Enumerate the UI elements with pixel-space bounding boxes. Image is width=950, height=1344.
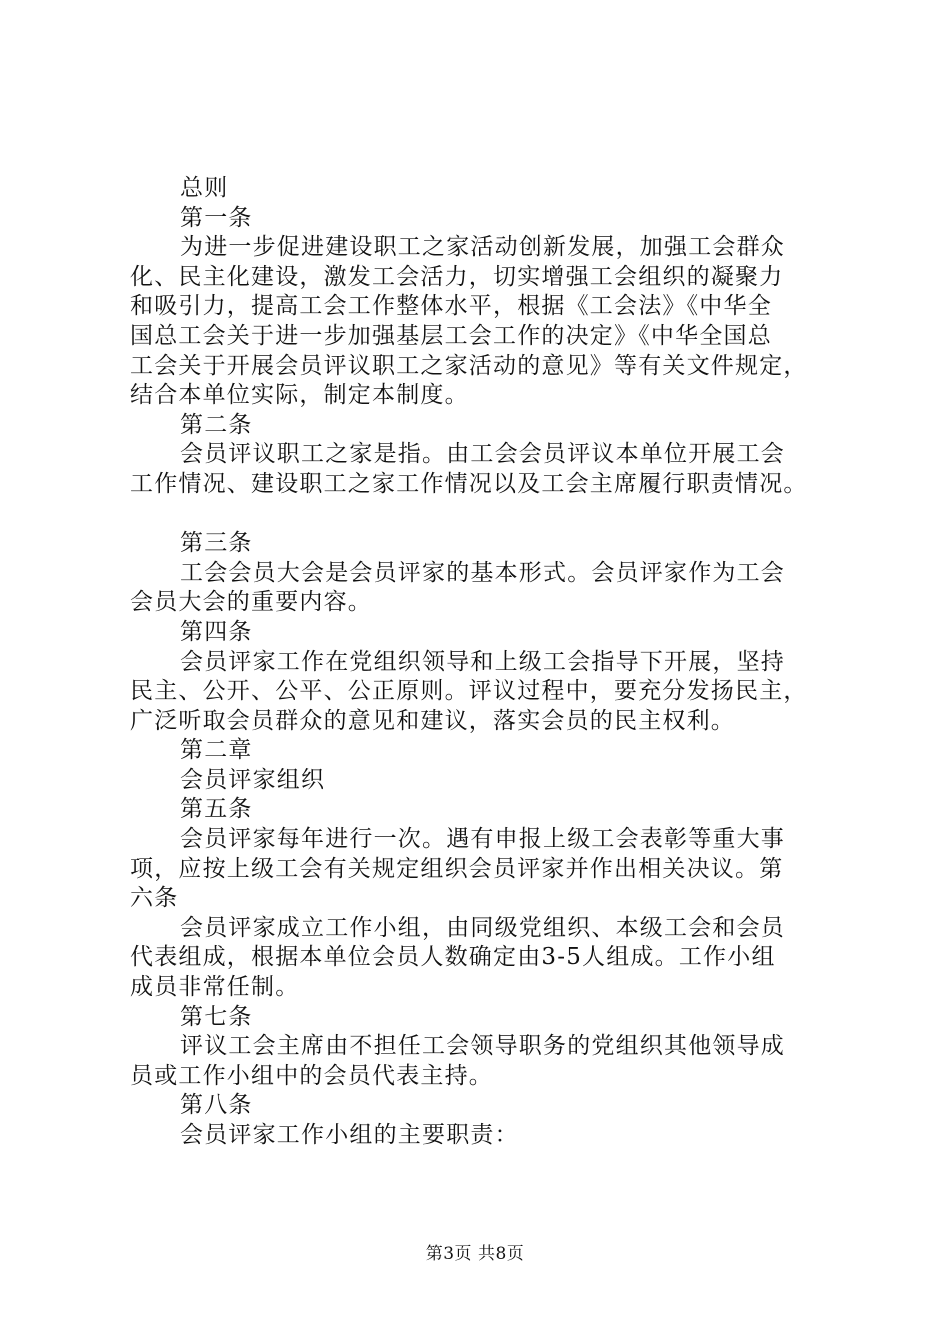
paragraph-line: 员或工作小组中的会员代表主持。	[130, 1062, 493, 1089]
paragraph-line: 会员评家工作小组的主要职责：	[180, 1122, 519, 1148]
chapter-heading: 第二章	[180, 737, 253, 764]
article-heading: 第四条	[180, 618, 253, 645]
chapter-title: 会员评家组织	[180, 766, 326, 793]
paragraph-line: 和吸引力，提高工会工作整体水平，根据《工会法》《中华全	[130, 293, 772, 320]
paragraph-line: 民主、公开、公平、公正原则。评议过程中，要充分发扬民主，	[130, 678, 808, 705]
paragraph-line: 会员评议职工之家是指。由工会会员评议本单位开展工会	[180, 441, 785, 468]
article-heading: 第八条	[180, 1092, 253, 1119]
paragraph-line: 六条	[130, 885, 179, 912]
article-heading: 第三条	[180, 530, 253, 557]
paragraph-line: 工会会员大会是会员评家的基本形式。会员评家作为工会	[180, 559, 785, 586]
article-heading: 第七条	[180, 1003, 253, 1030]
document-body	[130, 174, 850, 1151]
paragraph-line: 化、民主化建设，激发工会活力，切实增强工会组织的凝聚力	[130, 263, 784, 290]
paragraph-line: 工会关于开展会员评议职工之家活动的意见》等有关文件规定，	[130, 352, 808, 379]
paragraph-line: 国总工会关于进一步加强基层工会工作的决定》《中华全国总	[130, 322, 772, 349]
paragraph-line: 结合本单位实际，制定本制度。	[130, 382, 469, 409]
paragraph-line: 工作情况、建设职工之家工作情况以及工会主席履行职责情况。	[130, 470, 808, 497]
article-heading: 第二条	[180, 411, 253, 438]
paragraph-line: 项，应按上级工会有关规定组织会员评家并作出相关决议。第	[130, 855, 784, 882]
paragraph-line: 为进一步促进建设职工之家活动创新发展，加强工会群众	[180, 234, 785, 261]
paragraph-line: 评议工会主席由不担任工会领导职务的党组织其他领导成	[180, 1033, 785, 1060]
chapter-heading: 总则	[180, 175, 229, 201]
paragraph-line: 会员评家工作在党组织领导和上级工会指导下开展，坚持	[180, 648, 785, 675]
article-heading: 第一条	[180, 204, 253, 231]
paragraph-line: 代表组成，根据本单位会员人数确定由3-5人组成。工作小组	[130, 944, 776, 971]
paragraph-line: 成员非常任制。	[130, 974, 300, 1001]
page-number-footer: 第3页 共8页	[425, 1244, 525, 1264]
paragraph-line: 广泛听取会员群众的意见和建议，落实会员的民主权利。	[130, 707, 735, 734]
paragraph-line: 会员评家成立工作小组，由同级党组织、本级工会和会员	[180, 914, 785, 941]
article-heading: 第五条	[180, 796, 253, 823]
blank-line	[130, 500, 850, 530]
paragraph-line: 会员大会的重要内容。	[130, 589, 372, 616]
paragraph-line: 会员评家每年进行一次。遇有申报上级工会表彰等重大事	[180, 826, 785, 853]
